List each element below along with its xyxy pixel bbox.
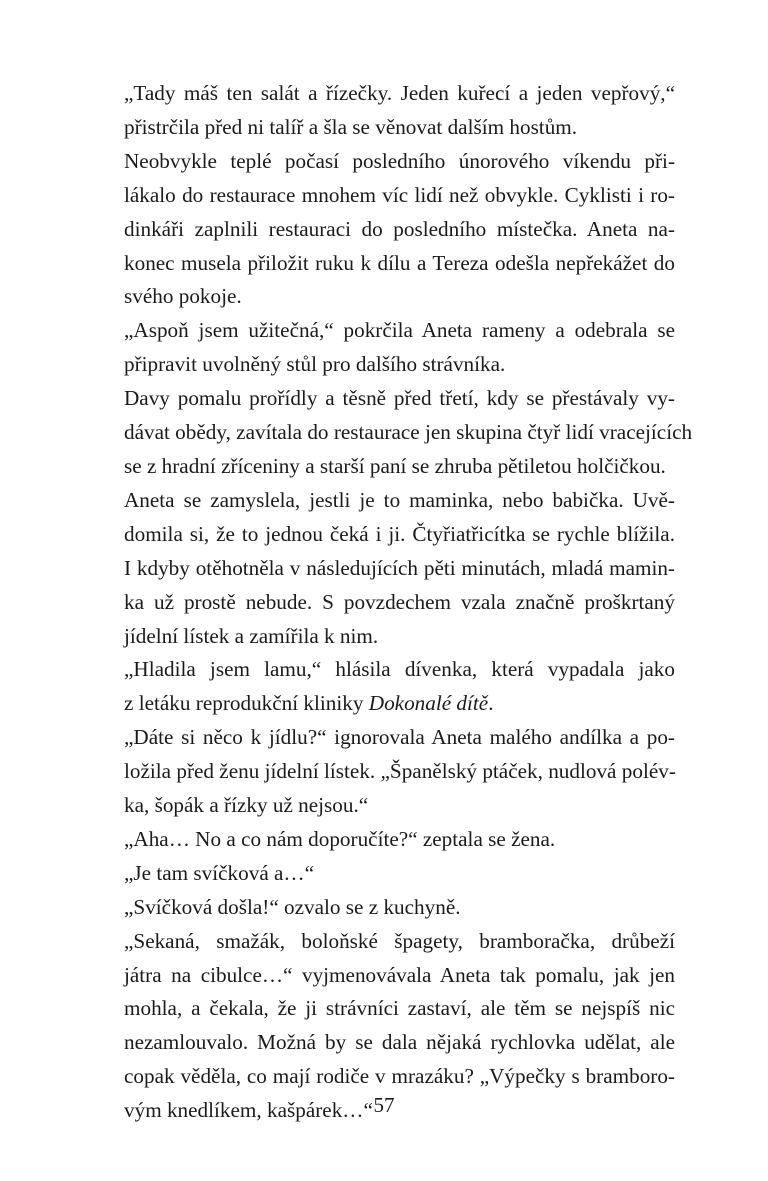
text-line: ka už prostě nebude. S povzdechem vzala značně proškrtaný <box>124 589 675 614</box>
paragraph <box>124 382 693 484</box>
text-line: nezamlouvalo. Možná by se dala nějaká rychlovka udělat, ale <box>124 1030 675 1055</box>
paragraph <box>124 484 675 654</box>
text-line: „Sekaná, smažák, boloňské špagety, bramboračka, drůbeží <box>124 928 675 953</box>
text-line: připravit uvolněný stůl pro dalšího strávníka. <box>124 352 506 377</box>
text-line: vým knedlíkem, kašpárek…“ <box>124 1098 373 1123</box>
paragraph <box>124 721 675 823</box>
text-line: konec musela přiložit ruku k dílu a Tereza odešla nepřekážet do <box>124 250 675 275</box>
text-line: játra na cibulce…“ vyjmenovávala Aneta tak pomalu, jak jen <box>124 962 675 987</box>
text-line: se z hradní zříceniny a starší paní se zhruba pětiletou holčičkou. <box>124 453 666 478</box>
text-line: dinkáři zaplnili restauraci do posledního místečka. Aneta na- <box>124 216 675 241</box>
paragraph <box>124 653 675 721</box>
text-line: jídelní lístek a zamířila k nim. <box>124 623 379 648</box>
body-text <box>124 77 693 1128</box>
text-line: Davy pomalu prořídly a těsně před třetí, kdy se přestávaly vy- <box>124 386 675 411</box>
italic-title: Dokonalé dítě <box>368 691 489 716</box>
text-line: „Svíčková došla!“ ozvalo se z kuchyně. <box>124 894 461 919</box>
paragraph <box>124 823 675 857</box>
text-line: dávat obědy, zavítala do restaurace jen skupina čtyř lidí vracejících <box>124 420 693 445</box>
text-line: I kdyby otěhotněla v následujících pěti minutách, mladá mamin- <box>124 555 675 580</box>
page-number: 57 <box>373 1093 395 1117</box>
text-line: Neobvykle teplé počasí posledního únorového víkendu při- <box>124 148 675 173</box>
text-line: z letáku reprodukční kliniky Dokonalé dítě. <box>124 691 494 716</box>
punctuation: . <box>488 691 494 716</box>
text-line: přistrčila před ni talíř a šla se věnovat dalším hostům. <box>124 114 578 139</box>
text-line: domila si, že to jednou čeká i ji. Čtyřiatřicítka se rychle blížila. <box>124 521 675 546</box>
text-line: mohla, a čekala, že ji strávníci zastaví, ale těm se nejspíš nic <box>124 996 675 1021</box>
paragraph <box>124 857 675 891</box>
text-line: „Je tam svíčková a…“ <box>124 860 315 885</box>
text-line: Aneta se zamyslela, jestli je to maminka, nebo babička. Uvě- <box>124 487 675 512</box>
paragraph <box>124 77 675 145</box>
text-line: svého pokoje. <box>124 284 242 309</box>
text-line: „Aspoň jsem užitečná,“ pokrčila Aneta rameny a odebrala se <box>124 318 675 343</box>
text-line: lákalo do restaurace mnohem víc lidí než obvykle. Cyklisti i ro- <box>124 182 675 207</box>
paragraph <box>124 314 675 382</box>
paragraph <box>124 891 675 925</box>
text-line: „Dáte si něco k jídlu?“ ignorovala Aneta malého andílka a po- <box>124 725 675 750</box>
text-line: ka, šopák a řízky už nejsou.“ <box>124 793 369 818</box>
text-line: „Aha… No a co nám doporučíte?“ zeptala se žena. <box>124 826 556 851</box>
text-line: „Tady máš ten salát a řízečky. Jeden kuřecí a jeden vepřový,“ <box>124 81 675 105</box>
paragraph <box>124 145 675 315</box>
text-line: „Hladila jsem lamu,“ hlásila dívenka, která vypadala jako <box>124 657 675 682</box>
text-line: ložila před ženu jídelní lístek. „Španělský ptáček, nudlová polév- <box>124 759 676 784</box>
text-line: copak věděla, co mají rodiče v mrazáku? „Výpečky s bramboro- <box>124 1064 675 1089</box>
